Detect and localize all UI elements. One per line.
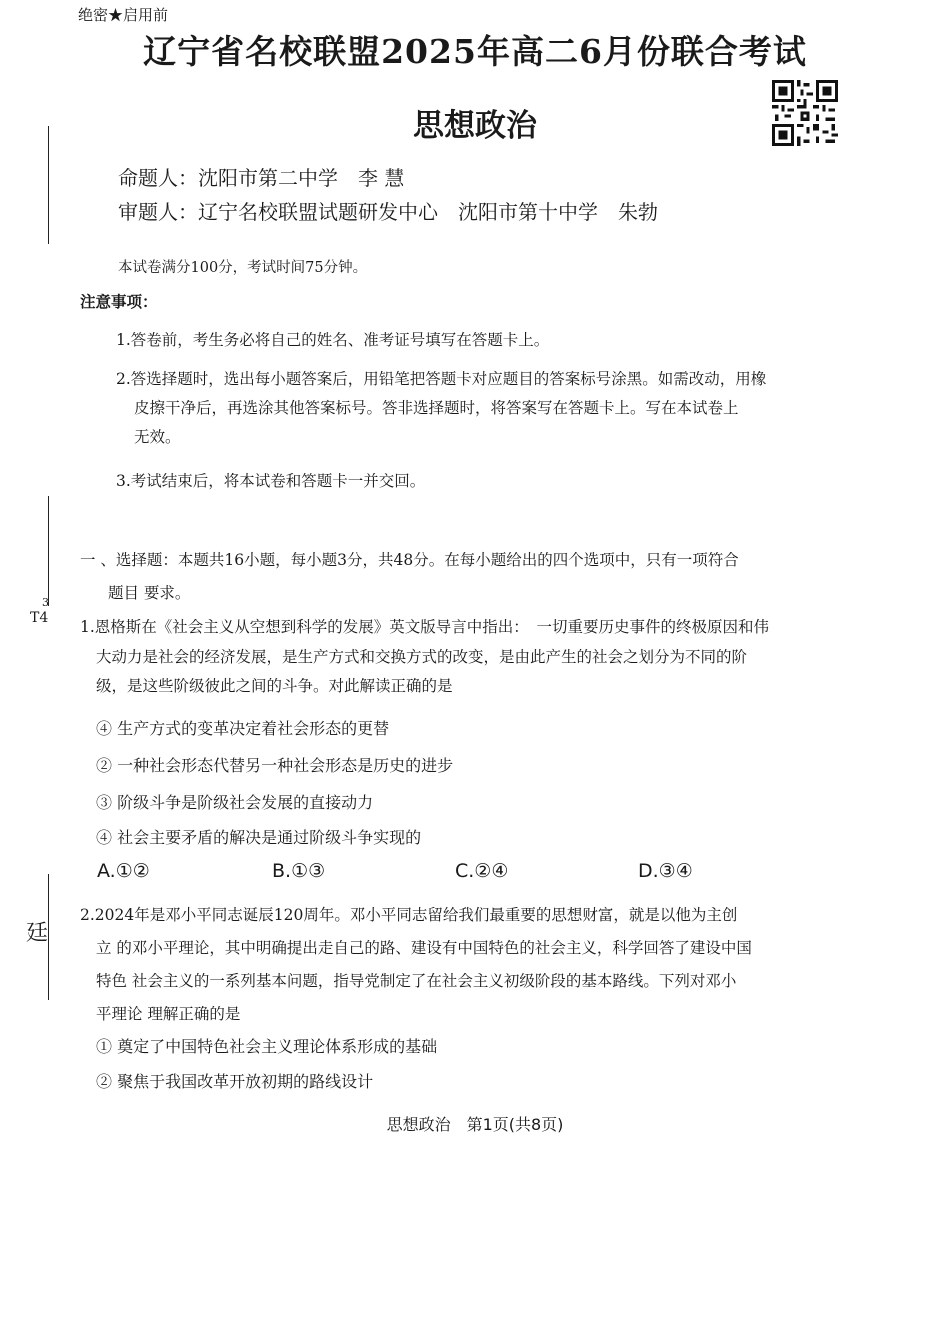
q1-stem-line-3: 级，是这些阶级彼此之间的斗争。对此解读正确的是 <box>96 677 453 695</box>
setter-line: 命题人：沈阳市第二中学 李 慧 <box>118 166 405 190</box>
notice-item-2-cont: 皮擦干净后，再选涂其他答案标号。答非选择题时，将答案写在答题卡上。写在本试卷上 <box>134 399 739 417</box>
notice-item-3: 3.考试结束后，将本试卷和答题卡一并交回。 <box>116 472 426 490</box>
section-heading: 一 、选择题：本题共16小题，每小题3分，共48分。在每小题给出的四个选项中，只有一项符合 <box>80 551 739 569</box>
exam-title: 辽宁省名校联盟2025年高二6月份联合考试 <box>143 32 807 71</box>
q1-answer-d: D.③④ <box>638 860 693 882</box>
margin-mark-t4: T4 <box>30 610 49 626</box>
q2-stem-line-1: 2.2024年是邓小平同志诞辰120周年。邓小平同志留给我们最重要的思想财富，就是以他为主创 <box>80 906 738 924</box>
q1-stem-line-2: 大动力是社会的经济发展，是生产方式和交换方式的改变，是由此产生的社会之划分为不同的阶 <box>96 648 748 666</box>
binding-line-top <box>48 126 49 244</box>
q2-stem-line-3: 特色 社会主义的一系列基本问题，指导党制定了在社会主义初级阶段的基本路线。下列对邓小 <box>96 972 737 990</box>
margin-mark-3: 3 <box>42 596 49 609</box>
section-heading-cont: 题目 要求。 <box>108 584 191 602</box>
notice-item-2: 2.答选择题时，选出每小题答案后，用铅笔把答题卡对应题目的答案标号涂黑。如需改动，用橡 <box>116 370 767 388</box>
q2-stem-line-2: 立 的邓小平理论，其中明确提出走自己的路、建设有中国特色的社会主义，科学回答了建设中国 <box>96 939 752 957</box>
q1-option-1: ④ 生产方式的变革决定着社会形态的更替 <box>96 719 390 738</box>
exam-info: 本试卷满分100分，考试时间75分钟。 <box>118 260 368 276</box>
q1-answer-c: C.②④ <box>455 860 509 882</box>
q1-answer-a: A.①② <box>97 860 150 882</box>
q1-option-2: ② 一种社会形态代替另一种社会形态是历史的进步 <box>96 756 454 775</box>
notice-title: 注意事项： <box>80 292 158 311</box>
qr-code-icon <box>772 80 838 146</box>
q2-stem-line-4: 平理论 理解正确的是 <box>96 1005 241 1023</box>
notice-item-2-end: 无效。 <box>134 428 181 446</box>
q1-stem-line-1: 1.恩格斯在《社会主义从空想到科学的发展》英文版导言中指出： 一切重要历史事件的终极原因和伟 <box>80 618 770 636</box>
secret-label: 绝密★启用前 <box>78 6 169 24</box>
notice-item-1: 1.答卷前，考生务必将自己的姓名、准考证号填写在答题卡上。 <box>116 331 550 349</box>
subject-title: 思想政治 <box>413 108 537 144</box>
binding-line-middle <box>48 496 49 606</box>
q2-option-2: ② 聚焦于我国改革开放初期的路线设计 <box>96 1072 374 1091</box>
binding-line-lower <box>48 874 49 1000</box>
q1-answer-b: B.①③ <box>272 860 326 882</box>
q1-option-4: ④ 社会主要矛盾的解决是通过阶级斗争实现的 <box>96 828 422 847</box>
page-footer: 思想政治 第1页(共8页) <box>386 1115 564 1134</box>
q1-option-3: ③ 阶级斗争是阶级社会发展的直接动力 <box>96 793 374 812</box>
reviewer-line: 审题人：辽宁名校联盟试题研发中心 沈阳市第十中学 朱勃 <box>118 200 658 224</box>
margin-mark-char: 廷 <box>26 921 49 946</box>
q2-option-1: ① 奠定了中国特色社会主义理论体系形成的基础 <box>96 1037 438 1056</box>
